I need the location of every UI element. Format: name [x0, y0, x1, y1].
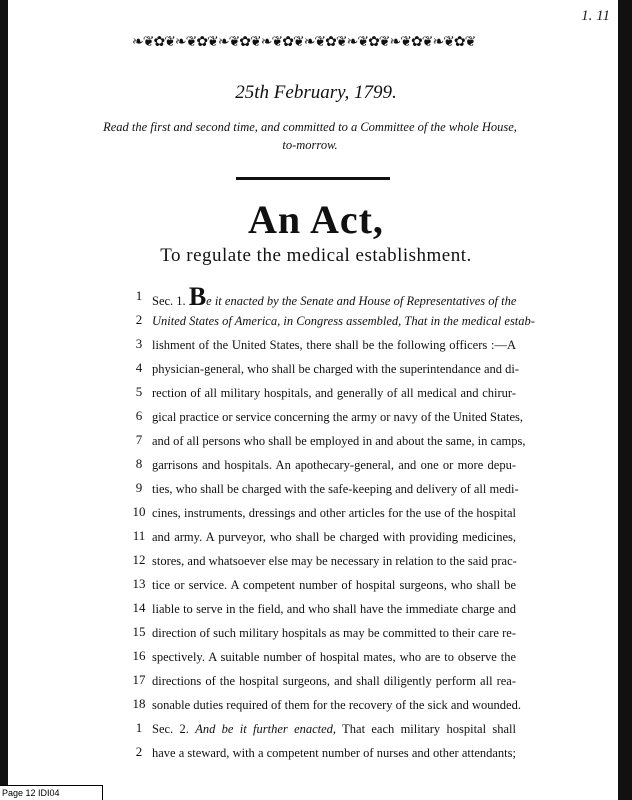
- section-label: Sec. 2.: [152, 722, 189, 736]
- line-text: garrisons and hospitals. An apothecary-general, and one or more depu-: [152, 458, 516, 472]
- line-text: direction of such military hospitals as may be committed to their care re-: [152, 626, 516, 640]
- line-text: rection of all military hospitals, and generally of all medical and chirur-: [152, 386, 516, 400]
- bill-line: [0, 696, 632, 720]
- line-text: and army. A purveyor, who shall be charged with providing medicines,: [152, 530, 516, 544]
- act-title: An Act,: [248, 197, 384, 242]
- bill-line: [0, 528, 632, 552]
- section-label: Sec. 1.: [152, 294, 186, 308]
- bill-line: [0, 552, 632, 576]
- line-number: 2: [135, 312, 143, 327]
- line-text: [152, 720, 516, 738]
- bill-line: [0, 432, 632, 456]
- line-number: 6: [135, 408, 143, 423]
- ornamental-border: ❧❦✿❦❧❦✿❦❧❦✿❦❧❦✿❦❧❦✿❦❧❦✿❦❧❦✿❦❧❦✿❦: [132, 35, 476, 50]
- line-number: 15: [132, 624, 146, 639]
- line-number: 16: [132, 648, 146, 663]
- line-number: 4: [135, 360, 143, 375]
- order-note: [60, 118, 560, 154]
- drop-cap: B: [188, 282, 207, 311]
- enacting-clause: And be it further enacted,: [195, 722, 337, 736]
- line-text: liable to serve in the field, and who shall have the immediate charge and: [152, 602, 516, 616]
- bill-line: [0, 384, 632, 408]
- bill-line: [0, 720, 632, 744]
- line-text: ties, who shall be charged with the safe-keeping and delivery of all medi-: [152, 482, 519, 496]
- page-label: Page 12 IDI04: [0, 785, 103, 800]
- bill-line: [0, 360, 632, 384]
- bill-line: [0, 648, 632, 672]
- bill-line: [0, 672, 632, 696]
- line-number: 10: [132, 504, 146, 519]
- bill-line: [0, 336, 632, 360]
- order-note-line-1: Read the first and second time, and committed to a Committee of the whole House,: [103, 120, 517, 134]
- line-number: 17: [132, 672, 146, 687]
- bill-line: [0, 600, 632, 624]
- bill-line: [0, 504, 632, 528]
- line-number: 12: [132, 552, 146, 567]
- line-text: directions of the hospital surgeons, and shall diligently perform all rea-: [152, 674, 516, 688]
- line-text: United States of America, in Congress assembled, That in the medical estab-: [152, 314, 535, 328]
- bill-line: [0, 744, 632, 768]
- act-subtitle: To regulate the medical establishment.: [160, 245, 472, 266]
- line-number: 18: [132, 696, 146, 711]
- handwritten-mark: 1. 11: [581, 8, 610, 24]
- bill-line: [0, 282, 632, 312]
- line-text: tice or service. A competent number of hospital surgeons, who shall be: [152, 578, 516, 592]
- order-note-line-2: to-morrow.: [282, 138, 338, 152]
- line-text: have a steward, with a competent number of nurses and other attendants;: [152, 746, 516, 760]
- line-number: 9: [135, 480, 143, 495]
- bill-line: [0, 624, 632, 648]
- line-number: 11: [132, 528, 146, 543]
- line-text: sonable duties required of them for the recovery of the sick and wounded.: [152, 698, 521, 712]
- line-text: gical practice or service concerning the army or navy of the United States,: [152, 410, 524, 424]
- line-number: 5: [135, 384, 143, 399]
- bill-line: [0, 456, 632, 480]
- bill-line: [0, 312, 632, 336]
- line-text: cines, instruments, dressings and other articles for the use of the hospital: [152, 506, 516, 520]
- bill-line: [0, 408, 632, 432]
- line-number: 7: [135, 432, 143, 447]
- line-number: 1: [135, 288, 143, 303]
- line-text: spectively. A suitable number of hospital mates, who are to observe the: [152, 650, 516, 664]
- section-text: That each military hospital shall: [342, 722, 516, 736]
- line-text: and of all persons who shall be employed in and about the same, in camps,: [152, 434, 526, 448]
- line-text: lishment of the United States, there shall be the following officers :—A: [152, 338, 516, 352]
- line-number: 2: [135, 744, 143, 759]
- line-number: 8: [135, 456, 143, 471]
- line-text: [152, 282, 517, 311]
- bill-line: [0, 576, 632, 600]
- line-number: 13: [132, 576, 146, 591]
- document-date: 25th February, 1799.: [235, 82, 397, 103]
- enacting-clause: e it enacted by the Senate and House of Representatives of the: [206, 294, 517, 308]
- line-number: 3: [135, 336, 143, 351]
- line-number: 14: [132, 600, 146, 615]
- line-number: 1: [135, 720, 143, 735]
- line-text: stores, and whatsoever else may be necessary in relation to the said prac-: [152, 554, 517, 568]
- title-rule: [236, 177, 390, 180]
- line-text: physician-general, who shall be charged with the superintendance and di-: [152, 362, 520, 376]
- bill-line: [0, 480, 632, 504]
